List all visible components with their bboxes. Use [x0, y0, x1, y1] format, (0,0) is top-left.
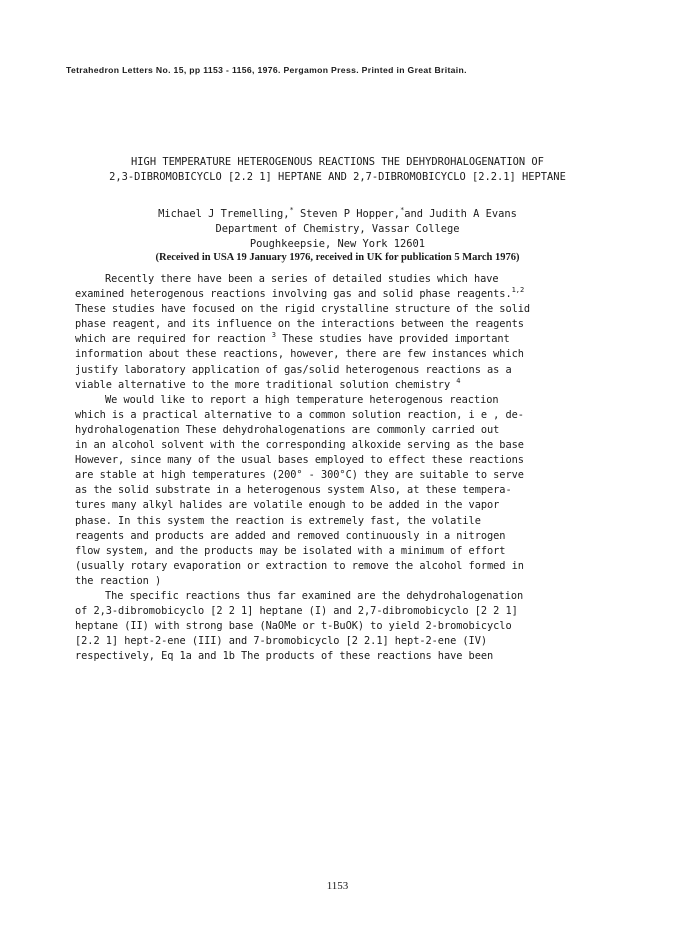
body-line: tures many alkyl halides are volatile enough to be added in the vapor [75, 499, 500, 512]
article-title-line-2: 2,3-DIBROMOBICYCLO [2.2 1] HEPTANE AND 2,7-DIBROMOBICYCLO [2.2.1] HEPTANE [109, 171, 566, 183]
body-line: hydrohalogenation These dehydrohalogenations are commonly carried out [75, 423, 500, 436]
author-2: Steven P Hopper, [293, 208, 401, 220]
body-line: justify laboratory application of gas/solid heterogenous reactions as a [75, 363, 512, 376]
affiliation-department: Department of Chemistry, Vassar College [215, 223, 460, 235]
body-line: (usually rotary evaporation or extraction to remove the alcohol formed in [75, 559, 524, 572]
body-line: heptane (II) with strong base (NaOMe or t-BuOK) to yield 2-bromobicyclo [75, 620, 512, 633]
journal-header: Tetrahedron Letters No. 15, pp 1153 - 1156, 1976. Pergamon Press. Printed in Great Britain. [66, 65, 467, 75]
body-line: respectively, Eq 1a and 1b The products of these reactions have been [75, 650, 494, 663]
author-1: Michael J Tremelling, [158, 208, 290, 220]
body-line: phase reagent, and its influence on the interactions between the reagents [75, 318, 524, 331]
body-line: phase. In this system the reaction is extremely fast, the volatile [75, 514, 481, 527]
author-list [0, 207, 675, 221]
body-line: examined heterogenous reactions involving gas and solid phase reagents.$^{1,2}$ [75, 286, 525, 301]
body-line: flow system, and the products may be isolated with a minimum of effort [75, 544, 506, 557]
body-line: The specific reactions thus far examined are the dehydrohalogenation [105, 589, 524, 602]
author-mark-2: * [400, 206, 405, 214]
body-line: which are required for reaction $^3$ These studies have provided important [75, 331, 510, 346]
body-line: Recently there have been a series of detailed studies which have [105, 273, 499, 285]
author-3: and Judith A Evans [404, 208, 517, 220]
body-line: are stable at high temperatures (200° - 300°C) they are suitable to serve [75, 469, 524, 482]
body-line: These studies have focused on the rigid crystalline structure of the solid [75, 303, 531, 316]
body-line: of 2,3-dibromobicyclo [2 2 1] heptane (I) and 2,7-dibromobicyclo [2 2 1] [75, 605, 518, 618]
citation-ref: 4 [456, 376, 461, 385]
body-line: [2.2 1] hept-2-ene (III) and 7-bromobicyclo [2 2.1] hept-2-ene (IV) [75, 635, 488, 648]
body-line: as the solid substrate in a heterogenous system Also, at these tempera- [75, 484, 512, 497]
body-line: the reaction ) [75, 574, 162, 587]
body-line: information about these reactions, however, there are few instances which [75, 348, 524, 361]
body-line: However, since many of the usual bases employed to effect these reactions [75, 454, 524, 467]
body-text [75, 272, 595, 664]
article-title-line-1: HIGH TEMPERATURE HETEROGENOUS REACTIONS THE DEHYDROHALOGENATION OF [131, 156, 544, 168]
citation-ref: 1,2 [511, 286, 525, 295]
body-line: which is a practical alternative to a common solution reaction, i e , de- [75, 408, 524, 421]
body-line: reagents and products are added and removed continuously in a nitrogen [75, 529, 506, 542]
body-line: We would like to report a high temperature heterogenous reaction [105, 393, 499, 406]
citation-ref: 3 [271, 331, 276, 340]
author-mark-1: * [289, 206, 294, 214]
affiliation-city: Poughkeepsie, New York 12601 [249, 238, 426, 250]
page-number: 1153 [326, 880, 349, 892]
body-line: viable alternative to the more traditional solution chemistry $^4$ [75, 376, 461, 391]
body-line: in an alcohol solvent with the corresponding alkoxide serving as the base [75, 439, 524, 452]
received-date-line: (Received in USA 19 January 1976, received in UK for publication 5 March 1976) [155, 252, 520, 263]
